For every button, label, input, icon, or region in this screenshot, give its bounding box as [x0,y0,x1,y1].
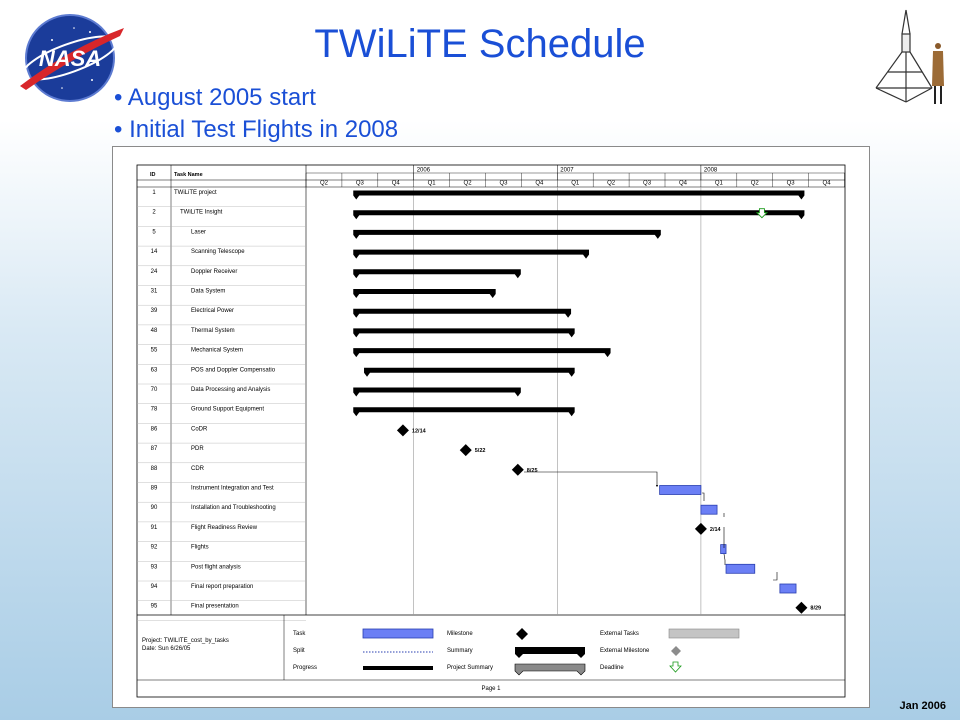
legend-deadline-swatch [670,662,681,672]
year-label: 2007 [560,167,574,174]
task-id: 89 [150,485,158,492]
task-id: 95 [150,603,158,610]
summary-bar [353,309,571,318]
task-name: Installation and Troubleshooting [191,505,276,512]
task-id: 24 [150,268,158,275]
task-id: 2 [152,209,156,216]
task-bar [726,564,755,573]
legend-external-milestone-swatch [671,646,681,656]
legend-external-tasks-swatch [669,629,739,638]
milestone-diamond [460,444,472,456]
milestone-diamond [512,464,524,476]
quarter-label: Q4 [535,180,544,187]
legend-project: Project: TWILITE_cost_by_tasks [142,638,229,644]
gantt-chart-sheet [112,146,870,708]
summary-bar [353,328,574,337]
quarter-label: Q2 [750,180,759,187]
legend-task-swatch [363,629,433,638]
legend-summary-swatch [515,647,585,658]
task-id: 55 [150,347,158,354]
task-name: Laser [191,229,207,236]
summary-bar [353,269,521,278]
summary-bar [353,407,574,416]
task-id: 91 [150,524,158,531]
summary-bar [353,230,661,239]
milestone-label: 5/22 [474,448,486,455]
task-id: 63 [150,367,158,374]
milestone-diamond [397,424,409,436]
task-id: 86 [150,426,158,433]
task-id: 1 [152,190,156,196]
bullet-test-flights: • Initial Test Flights in 2008 [114,116,399,143]
legend [142,615,739,680]
quarter-label: Q3 [643,180,652,187]
rocket-illustration [862,6,952,112]
quarter-label: Q4 [822,180,831,187]
task-bar [780,584,796,593]
legend-date: Date: Sun 6/26/05 [142,646,191,652]
quarter-label: Q1 [714,180,723,187]
summary-bar [353,388,521,397]
task-name: Doppler Receiver [191,268,238,275]
milestone-diamond [695,523,707,535]
milestone-label: 2/14 [709,526,721,533]
milestone-label: 12/14 [411,428,426,435]
milestone-label: 8/29 [810,605,822,612]
task-name: Thermal System [191,327,235,334]
slide-title: TWiLiTE Schedule [314,22,646,66]
task-id: 87 [150,446,158,453]
task-name: PDR [191,446,204,453]
summary-bar [353,210,804,219]
summary-bar [353,348,610,357]
task-name: Data System [191,288,226,295]
summary-bar [353,250,589,259]
legend-external-milestone: External Milestone [600,648,650,654]
task-bar [721,545,726,554]
task-id: 31 [150,288,158,295]
milestone-label: 8/25 [526,467,538,474]
legend-project-summary-swatch [515,664,585,675]
task-name: Mechanical System [191,347,244,354]
task-id: 88 [150,465,158,472]
summary-bar [353,289,495,298]
legend-milestone: Milestone [447,631,473,637]
legend-progress: Progress [293,665,318,671]
deadline-marker [757,209,767,218]
task-name: Scanning Telescope [191,249,245,256]
task-name: Final report preparation [191,584,254,590]
legend-project-summary: Project Summary [447,665,494,671]
task-bar [701,505,717,514]
quarter-label: Q4 [678,180,687,187]
legend-summary: Summary [447,648,473,654]
header-id: ID [150,172,156,178]
task-bar [660,486,701,495]
legend-milestone-swatch [516,628,528,640]
task-id: 94 [150,584,158,590]
task-name: POS and Doppler Compensatio [191,367,276,374]
bullet-start-date: • August 2005 start [114,84,316,111]
task-id: 14 [150,249,158,256]
task-name: Post flight analysis [191,564,241,571]
task-id: 93 [150,564,158,571]
quarter-label: Q3 [355,180,364,187]
task-name: Data Processing and Analysis [191,387,271,393]
task-name: CoDR [191,426,208,433]
milestone-diamond [795,602,807,614]
task-id: 70 [150,387,158,393]
task-name: TWiLiTE Insight [180,209,223,216]
task-name: Final presentation [191,603,239,610]
legend-task: Task [293,631,306,637]
quarter-label: Q1 [571,180,580,187]
svg-text:NASA: NASA [38,46,102,71]
gantt-chart [113,147,869,707]
task-id: 48 [150,327,158,334]
quarter-label: Q2 [319,180,328,187]
task-name: Flights [191,544,209,551]
task-id: 92 [150,544,158,551]
quarter-label: Q3 [786,180,795,187]
footer-date: Jan 2006 [899,700,946,712]
quarter-label: Q4 [391,180,400,187]
legend-split: Split [293,648,305,654]
header-task-name: Task Name [174,172,203,178]
task-id: 90 [150,505,158,512]
year-label: 2008 [703,167,718,174]
legend-progress-swatch [363,666,433,670]
quarter-label: Q2 [463,180,472,187]
legend-deadline: Deadline [600,665,624,671]
gantt-frame [137,165,845,697]
quarter-label: Q1 [427,180,436,187]
summary-bar [353,191,804,200]
task-id: 39 [150,308,158,315]
legend-external-tasks: External Tasks [600,631,639,637]
year-label: 2006 [416,167,431,174]
task-name: TWiLiTE project [174,190,217,196]
task-id: 78 [150,406,158,413]
task-name: Flight Readiness Review [191,524,258,531]
quarter-label: Q3 [499,180,508,187]
task-name: Ground Support Equipment [191,406,265,413]
task-name: CDR [191,465,204,472]
page-number: Page 1 [481,686,501,692]
quarter-label: Q2 [607,180,616,187]
summary-bar [364,368,575,377]
task-id: 5 [152,229,156,236]
task-name: Electrical Power [191,308,235,315]
task-name: Instrument Integration and Test [191,485,274,492]
